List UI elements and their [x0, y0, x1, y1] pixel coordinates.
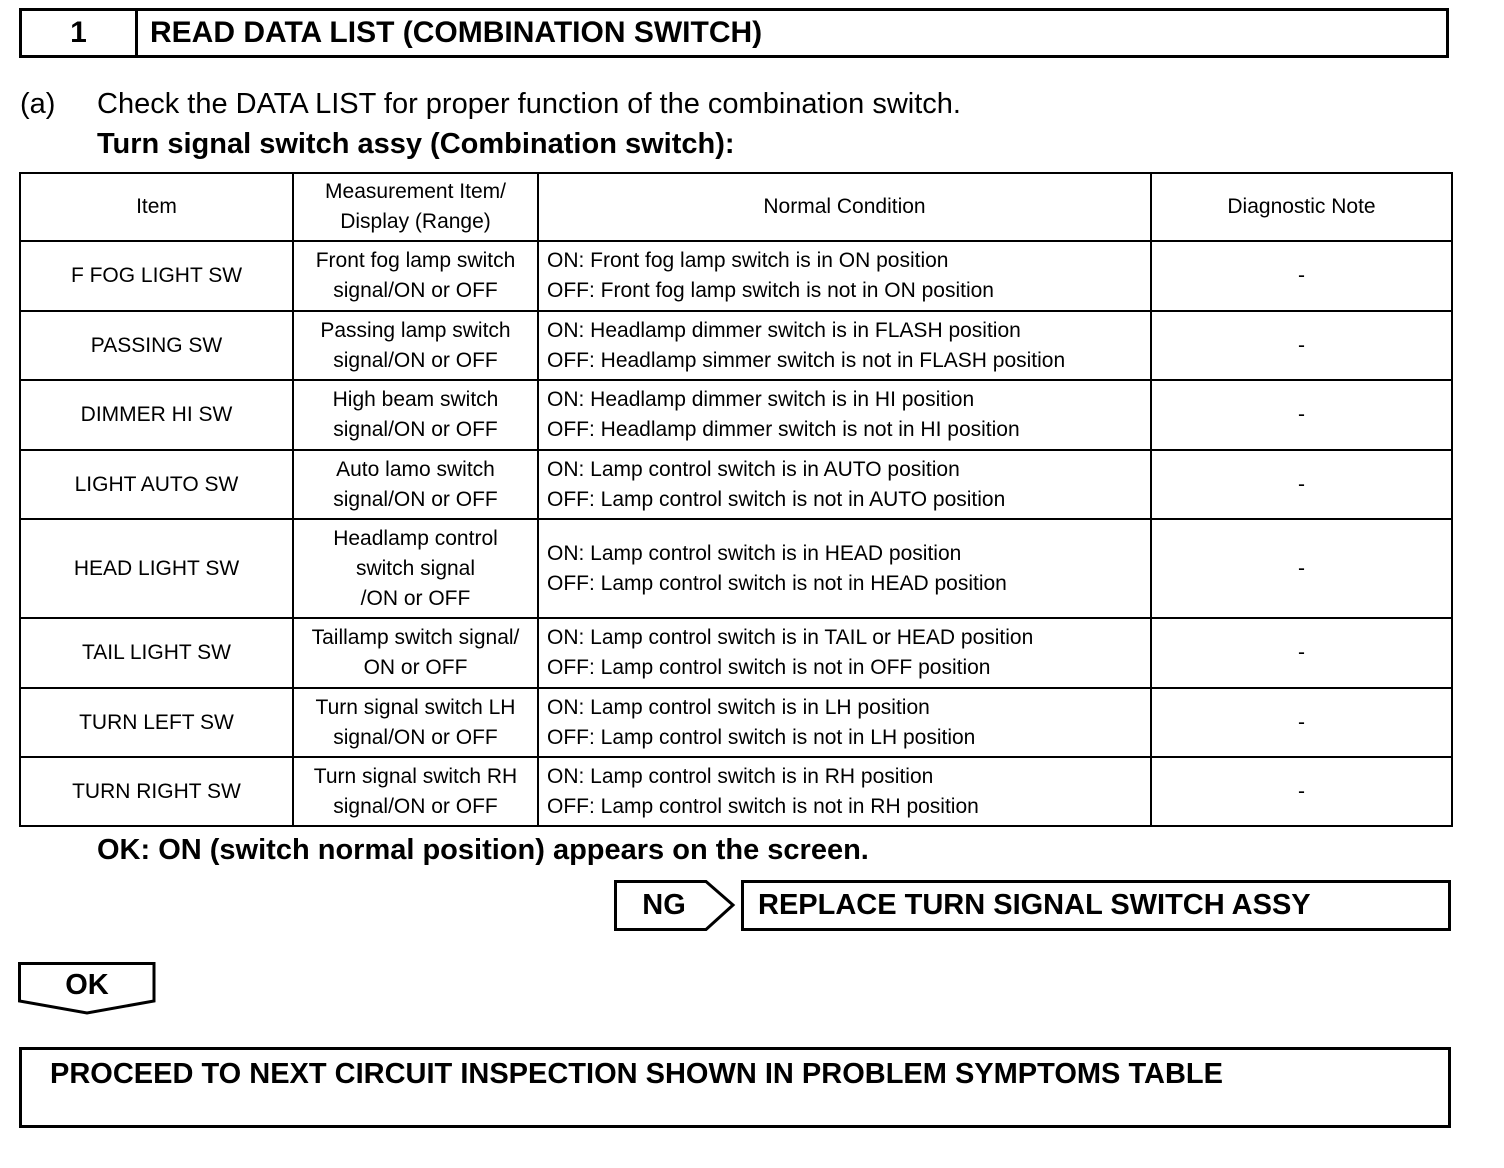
data-list-table	[19, 172, 1453, 827]
table-row	[20, 311, 1452, 380]
ok-condition: OK: ON (switch normal position) appears on the screen.	[97, 834, 869, 866]
cell-item: TURN LEFT SW	[20, 688, 293, 757]
cell-diagnostic-note: -	[1151, 450, 1452, 519]
cell-item: DIMMER HI SW	[20, 380, 293, 450]
cell-measurement	[293, 380, 538, 450]
ng-label: NG	[642, 888, 686, 921]
measurement-line: signal/ON or OFF	[333, 279, 498, 302]
cell-item: LIGHT AUTO SW	[20, 450, 293, 519]
normal-condition-line: ON: Lamp control switch is in AUTO position	[547, 457, 960, 481]
measurement-line: Headlamp control	[333, 526, 498, 550]
normal-condition-line: OFF: Headlamp dimmer switch is not in HI position	[547, 418, 1020, 441]
normal-condition-line: OFF: Headlamp simmer switch is not in FLASH position	[547, 348, 1066, 372]
table-row	[20, 380, 1452, 450]
normal-condition-line: ON: Lamp control switch is in HEAD position	[547, 541, 962, 565]
normal-condition-line: ON: Front fog lamp switch is in ON position	[547, 249, 949, 272]
cell-diagnostic-note: -	[1151, 519, 1452, 618]
proceed-box: PROCEED TO NEXT CIRCUIT INSPECTION SHOWN IN PROBLEM SYMPTOMS TABLE	[19, 1047, 1451, 1128]
table-header-row	[20, 173, 1452, 241]
cell-diagnostic-note: -	[1151, 618, 1452, 688]
cell-normal-condition	[538, 380, 1151, 450]
header-measurement-line-1: Measurement Item/	[325, 180, 506, 203]
normal-condition-line: OFF: Lamp control switch is not in HEAD position	[547, 571, 1007, 595]
cell-measurement	[293, 241, 538, 311]
ng-action: REPLACE TURN SIGNAL SWITCH ASSY	[741, 880, 1451, 931]
measurement-line: Turn signal switch LH	[315, 695, 516, 719]
measurement-line: signal/ON or OFF	[333, 487, 498, 511]
cell-item: TURN RIGHT SW	[20, 757, 293, 826]
header-diagnostic-note: Diagnostic Note	[1151, 173, 1452, 241]
cell-diagnostic-note: -	[1151, 757, 1452, 826]
ok-indicator	[18, 962, 156, 1014]
normal-condition-line: OFF: Front fog lamp switch is not in ON position	[547, 279, 994, 302]
measurement-line: High beam switch	[332, 388, 499, 411]
measurement-line: switch signal	[355, 556, 476, 580]
table-row	[20, 688, 1452, 757]
table-subheading: Turn signal switch assy (Combination switch):	[97, 128, 735, 160]
cell-normal-condition	[538, 519, 1151, 618]
table-row	[20, 618, 1452, 688]
cell-normal-condition	[538, 450, 1151, 519]
normal-condition-line: ON: Headlamp dimmer switch is in HI position	[547, 388, 975, 411]
table-row	[20, 450, 1452, 519]
normal-condition-line: OFF: Lamp control switch is not in RH position	[547, 794, 979, 818]
cell-normal-condition	[538, 241, 1151, 311]
normal-condition-line: OFF: Lamp control switch is not in AUTO position	[547, 487, 1006, 511]
normal-condition-line: OFF: Lamp control switch is not in OFF position	[547, 656, 991, 679]
cell-item: PASSING SW	[20, 311, 293, 380]
measurement-line: /ON or OFF	[360, 586, 471, 610]
cell-measurement	[293, 688, 538, 757]
table-row	[20, 519, 1452, 618]
ok-label: OK	[65, 968, 109, 1001]
header-normal-condition: Normal Condition	[538, 173, 1151, 241]
normal-condition-line: ON: Lamp control switch is in LH position	[547, 695, 930, 719]
cell-normal-condition	[538, 618, 1151, 688]
step-header	[19, 8, 1449, 58]
measurement-line: Passing lamp switch	[320, 318, 511, 342]
cell-normal-condition	[538, 688, 1151, 757]
header-measurement-line-2: Display (Range)	[340, 210, 491, 233]
measurement-line: Turn signal switch RH	[313, 764, 518, 788]
cell-normal-condition	[538, 311, 1151, 380]
cell-measurement	[293, 450, 538, 519]
measurement-line: ON or OFF	[363, 656, 468, 679]
measurement-line: Taillamp switch signal/	[311, 626, 520, 649]
cell-measurement	[293, 311, 538, 380]
header-item: Item	[20, 173, 293, 241]
normal-condition-line: ON: Headlamp dimmer switch is in FLASH position	[547, 318, 1021, 342]
cell-diagnostic-note: -	[1151, 241, 1452, 311]
cell-measurement	[293, 618, 538, 688]
measurement-line: Auto lamo switch	[336, 457, 495, 481]
cell-item: F FOG LIGHT SW	[20, 241, 293, 311]
table-row	[20, 241, 1452, 311]
step-title: READ DATA LIST (COMBINATION SWITCH)	[150, 16, 763, 49]
cell-measurement	[293, 519, 538, 618]
measurement-line: Front fog lamp switch	[315, 249, 516, 272]
cell-diagnostic-note: -	[1151, 311, 1452, 380]
cell-measurement	[293, 757, 538, 826]
instruction-text: Check the DATA LIST for proper function of the combination switch.	[97, 88, 961, 120]
instruction-label: (a)	[20, 88, 56, 120]
normal-condition-line: OFF: Lamp control switch is not in LH position	[547, 725, 976, 749]
normal-condition-line: ON: Lamp control switch is in TAIL or HEAD position	[547, 626, 1034, 649]
header-measurement	[293, 173, 538, 241]
table-body	[20, 241, 1452, 826]
cell-diagnostic-note: -	[1151, 380, 1452, 450]
cell-diagnostic-note: -	[1151, 688, 1452, 757]
measurement-line: signal/ON or OFF	[333, 418, 498, 441]
measurement-line: signal/ON or OFF	[333, 794, 498, 818]
table-row	[20, 757, 1452, 826]
normal-condition-line: ON: Lamp control switch is in RH position	[547, 764, 934, 788]
step-number: 1	[22, 11, 138, 55]
cell-item: HEAD LIGHT SW	[20, 519, 293, 618]
cell-normal-condition	[538, 757, 1151, 826]
cell-item: TAIL LIGHT SW	[20, 618, 293, 688]
measurement-line: signal/ON or OFF	[333, 348, 498, 372]
measurement-line: signal/ON or OFF	[333, 725, 498, 749]
ng-indicator	[614, 880, 734, 930]
